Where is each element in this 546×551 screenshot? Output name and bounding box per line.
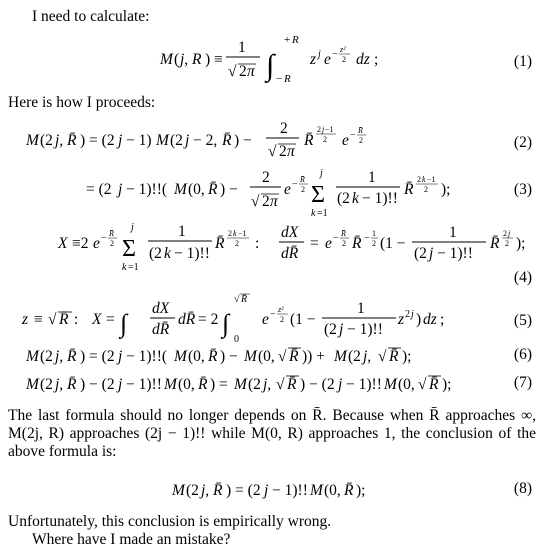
svg-text:√: √ [276, 376, 285, 393]
svg-text:≡2: ≡2 [72, 235, 89, 252]
svg-text:=: = [106, 311, 115, 328]
equation-3-number: (3) [513, 181, 532, 198]
svg-text:√: √ [268, 143, 277, 160]
svg-text:R̄: R̄ [222, 132, 232, 149]
svg-text:j: j [118, 132, 123, 149]
svg-text:(: ( [174, 51, 180, 68]
svg-text:− 1)!!: − 1)!! [272, 482, 308, 499]
svg-text:j, R̄: j, R̄ [55, 348, 77, 365]
svg-text:M: M [174, 348, 187, 365]
svg-text:R̄: R̄ [59, 311, 69, 328]
svg-text:z: z [22, 311, 29, 328]
equation-7-number: (7) [513, 374, 532, 391]
svg-text:j, R̄: j, R̄ [55, 376, 77, 393]
svg-text:= (2: = (2 [86, 181, 112, 198]
svg-text:(0,: (0, [258, 348, 275, 365]
svg-text:2: 2 [342, 239, 346, 248]
svg-text:z: z [398, 311, 405, 328]
svg-text:M: M [244, 348, 257, 365]
svg-text:R̄: R̄ [404, 181, 414, 198]
svg-text:e: e [342, 132, 349, 149]
svg-text:) ≡: ) ≡ [205, 51, 223, 68]
svg-text:k: k [311, 208, 316, 219]
svg-text:): ) [416, 311, 422, 328]
svg-text:R̄: R̄ [304, 132, 314, 149]
svg-text:2: 2 [417, 175, 421, 184]
svg-text:(2: (2 [248, 376, 261, 393]
svg-text:) − (2: ) − (2 [80, 376, 115, 393]
svg-text:2: 2 [372, 239, 376, 248]
svg-text:√: √ [278, 348, 287, 365]
svg-text:X: X [58, 235, 68, 252]
svg-text:= 2: = 2 [198, 311, 219, 328]
equation-4-number: (4) [513, 269, 532, 286]
svg-text:X: X [92, 311, 102, 328]
svg-text:=1: =1 [317, 208, 328, 219]
svg-text:(2: (2 [40, 132, 53, 149]
svg-text:=1: =1 [128, 262, 139, 273]
svg-text:(2: (2 [40, 376, 53, 393]
svg-text:π: π [270, 193, 278, 210]
svg-text:R̄: R̄ [300, 175, 305, 184]
svg-text:√: √ [234, 294, 240, 305]
svg-text:1: 1 [357, 300, 365, 317]
svg-text:2: 2 [110, 239, 114, 248]
svg-text:∫: ∫ [120, 309, 128, 338]
svg-text:2: 2 [280, 120, 288, 137]
svg-text:j: j [320, 168, 323, 179]
intro-text: I need to calculate: [32, 8, 150, 25]
svg-text:j: j [339, 321, 344, 338]
svg-text:);: ); [402, 348, 412, 365]
svg-text:dX: dX [152, 300, 170, 317]
svg-text:j: j [508, 229, 511, 238]
svg-text:−: − [332, 49, 338, 60]
svg-text:M: M [174, 181, 187, 198]
svg-text:(2: (2 [186, 482, 199, 499]
svg-text:j: j [185, 132, 190, 149]
equation-1-number: (1) [513, 53, 532, 70]
svg-text:+: + [284, 34, 291, 46]
svg-text:−: − [333, 233, 339, 244]
svg-text:) = (2: ) = (2 [226, 482, 261, 499]
svg-text:−1: −1 [427, 175, 436, 184]
svg-text:j, R̄: j, R̄ [55, 132, 77, 149]
svg-text:π: π [287, 143, 295, 160]
svg-text:j, R̄: j, R̄ [201, 482, 223, 499]
svg-text:2: 2 [301, 185, 305, 194]
svg-text:π: π [247, 63, 255, 80]
svg-text:∫: ∫ [222, 309, 230, 338]
svg-text:√: √ [418, 376, 427, 393]
svg-text:(2: (2 [40, 348, 53, 365]
equation-4 [0, 220, 546, 276]
svg-text:−: − [364, 233, 370, 244]
svg-text:(2: (2 [324, 321, 337, 338]
svg-text:(2: (2 [149, 245, 162, 262]
svg-text:2: 2 [262, 193, 270, 210]
svg-text:dR̄: dR̄ [178, 311, 196, 328]
svg-text:− 1)!!(: − 1)!!( [126, 348, 168, 365]
svg-text:z: z [310, 51, 317, 68]
svg-text:);: ); [441, 181, 451, 198]
equation-6-number: (6) [513, 346, 532, 363]
equation-2-number: (2) [513, 134, 532, 151]
svg-text:2: 2 [280, 315, 284, 324]
svg-text:j: j [264, 482, 269, 499]
svg-text:R: R [284, 73, 291, 85]
equation-1-render [0, 28, 546, 88]
svg-text:M: M [384, 376, 397, 393]
svg-text:k: k [233, 229, 237, 238]
svg-text:2: 2 [503, 229, 507, 238]
svg-text:j,: j, [363, 348, 372, 365]
svg-text:j,: j, [263, 376, 272, 393]
svg-text:R̄: R̄ [109, 229, 114, 238]
svg-text:√: √ [378, 348, 387, 365]
svg-text:2: 2 [342, 55, 346, 64]
svg-text:) −: ) − [234, 132, 252, 149]
conclusion-paragraph: The last formula should no longer depends on R̄. Because when R̄ approaches ∞, M(2j, R) approaches (2j − 1)!! while M(0, R) approaches 1, the conclusion of the above formula is: [8, 407, 536, 460]
svg-text:j: j [411, 309, 414, 320]
equation-5 [0, 288, 546, 344]
svg-text:) −: ) − [220, 181, 238, 198]
svg-text:;: ; [440, 311, 445, 328]
svg-text:j: j [118, 181, 123, 198]
svg-text:) = (2: ) = (2 [80, 132, 115, 149]
svg-text:e: e [324, 51, 331, 68]
svg-text:(1 −: (1 − [290, 311, 316, 328]
svg-text:j: j [322, 125, 325, 134]
svg-text:2: 2 [262, 169, 270, 186]
svg-text:(2: (2 [348, 348, 361, 365]
svg-text:R̄: R̄ [341, 229, 346, 238]
svg-text:j: j [429, 245, 434, 262]
svg-text:);: ); [442, 376, 452, 393]
svg-text:R̄: R̄ [208, 181, 218, 198]
svg-text:M: M [26, 376, 39, 393]
svg-text:2: 2 [239, 63, 247, 80]
svg-text:) =: ) = [210, 376, 228, 393]
svg-text:1: 1 [449, 224, 457, 241]
svg-text:(2: (2 [170, 132, 183, 149]
svg-text:1: 1 [178, 223, 186, 240]
svg-text:(0,: (0, [188, 348, 205, 365]
svg-text::: : [74, 311, 79, 328]
svg-text:k: k [164, 245, 171, 262]
svg-text:k: k [352, 190, 359, 207]
svg-text:R̄: R̄ [198, 376, 208, 393]
svg-text:M: M [160, 51, 173, 68]
svg-text:≡: ≡ [34, 311, 43, 328]
equation-2 [0, 118, 546, 166]
svg-text:∫: ∫ [266, 49, 275, 82]
svg-text:− 1)!!(: − 1)!!( [126, 181, 168, 198]
svg-text:j: j [318, 49, 321, 60]
svg-text:z²: z² [340, 45, 346, 54]
svg-text:2: 2 [279, 143, 287, 160]
svg-text:z²: z² [278, 305, 284, 314]
svg-text:M: M [26, 132, 39, 149]
svg-text:R̄: R̄ [208, 348, 218, 365]
svg-text:√: √ [251, 193, 260, 210]
svg-text:M: M [334, 348, 347, 365]
svg-text:(0,: (0, [178, 376, 195, 393]
svg-text:2: 2 [317, 125, 321, 134]
svg-text:e: e [284, 181, 291, 198]
svg-text:dz: dz [356, 51, 370, 68]
svg-text:e: e [325, 235, 332, 252]
svg-text:R̄: R̄ [490, 235, 500, 252]
svg-text:− 1)!!: − 1)!! [126, 376, 162, 393]
svg-text:R̄: R̄ [358, 126, 363, 135]
svg-text:R̄: R̄ [344, 482, 354, 499]
svg-text:1: 1 [238, 39, 246, 56]
svg-text:1: 1 [372, 229, 376, 238]
svg-text:j, R: j, R [180, 51, 202, 68]
outro-line-2: Where have I made an mistake? [32, 531, 231, 548]
svg-text:);: ); [356, 482, 366, 499]
svg-text:(0,: (0, [398, 376, 415, 393]
svg-text:j: j [338, 376, 343, 393]
svg-text:M: M [164, 376, 177, 393]
svg-text:M: M [172, 482, 185, 499]
svg-text:2: 2 [405, 309, 410, 320]
svg-text:Σ: Σ [122, 236, 136, 262]
svg-text:− 1)!!: − 1)!! [347, 321, 383, 338]
svg-text:M: M [156, 132, 169, 149]
svg-text:−: − [270, 309, 276, 320]
svg-text:−1: −1 [238, 229, 247, 238]
svg-text:R̄: R̄ [215, 235, 225, 252]
svg-text:2: 2 [323, 135, 327, 144]
svg-text:=: = [310, 235, 319, 252]
svg-text:− 1)!!: − 1)!! [346, 376, 382, 393]
equation-6 [0, 342, 546, 368]
svg-text:M: M [234, 376, 247, 393]
svg-text:−: − [101, 233, 107, 244]
equation-3 [0, 166, 546, 222]
svg-text:e: e [262, 311, 269, 328]
svg-text:2: 2 [235, 239, 239, 248]
svg-text:R̄: R̄ [429, 376, 439, 393]
svg-text:);: ); [516, 235, 526, 252]
svg-text:(1 −: (1 − [380, 235, 406, 252]
svg-text:;: ; [374, 51, 379, 68]
svg-text:dR̄: dR̄ [152, 321, 170, 338]
svg-text:j: j [131, 222, 134, 233]
svg-text:−: − [292, 179, 298, 190]
equation-1 [0, 28, 546, 88]
svg-text:(0,: (0, [188, 181, 205, 198]
svg-text:) −: ) − [220, 348, 238, 365]
equation-5-number: (5) [513, 312, 532, 329]
svg-text:dX: dX [281, 224, 299, 241]
svg-text:2: 2 [359, 136, 363, 145]
svg-text::: : [255, 235, 260, 252]
svg-text:−: − [350, 130, 356, 141]
svg-text:R̄: R̄ [389, 348, 399, 365]
svg-text:− 1)!!: − 1)!! [437, 245, 473, 262]
svg-text:1: 1 [368, 169, 376, 186]
svg-text:(2: (2 [337, 190, 350, 207]
svg-text:− 1)!!: − 1)!! [174, 245, 210, 262]
svg-text:Σ: Σ [311, 182, 325, 208]
svg-text:k: k [422, 175, 426, 184]
svg-text:2: 2 [424, 185, 428, 194]
svg-text:R̄: R̄ [352, 235, 362, 252]
svg-text:R: R [292, 34, 299, 46]
svg-text:−1: −1 [325, 125, 334, 134]
svg-text:0: 0 [234, 334, 239, 344]
svg-text:√: √ [228, 63, 237, 80]
svg-text:) − (2: ) − (2 [300, 376, 335, 393]
svg-text:)) +: )) + [302, 348, 325, 365]
svg-text:M: M [26, 348, 39, 365]
svg-text:(0,: (0, [324, 482, 341, 499]
svg-text:j: j [118, 348, 123, 365]
equation-8-number: (8) [513, 480, 532, 497]
svg-text:− 1)!!: − 1)!! [362, 190, 398, 207]
svg-text:e: e [93, 235, 100, 252]
svg-text:M: M [310, 482, 323, 499]
svg-text:j: j [118, 376, 123, 393]
svg-text:dR̄: dR̄ [281, 245, 299, 262]
svg-text:R̄: R̄ [287, 376, 297, 393]
svg-text:R̄: R̄ [289, 348, 299, 365]
equation-7 [0, 370, 546, 396]
svg-text:R̄: R̄ [241, 294, 248, 305]
svg-text:(2: (2 [414, 245, 427, 262]
svg-text:2: 2 [228, 229, 232, 238]
svg-text:− 1): − 1) [126, 132, 152, 149]
svg-text:dz: dz [423, 311, 437, 328]
proceeds-text: Here is how I proceeds: [8, 94, 156, 111]
equation-8 [0, 476, 546, 502]
svg-text:− 2,: − 2, [193, 132, 218, 149]
svg-text:2: 2 [505, 239, 509, 248]
svg-text:√: √ [48, 311, 57, 328]
svg-text:) = (2: ) = (2 [80, 348, 115, 365]
svg-text:k: k [122, 262, 127, 273]
svg-text:−: − [276, 73, 283, 85]
outro-line-1: Unfortunately, this conclusion is empirically wrong. [8, 513, 332, 530]
